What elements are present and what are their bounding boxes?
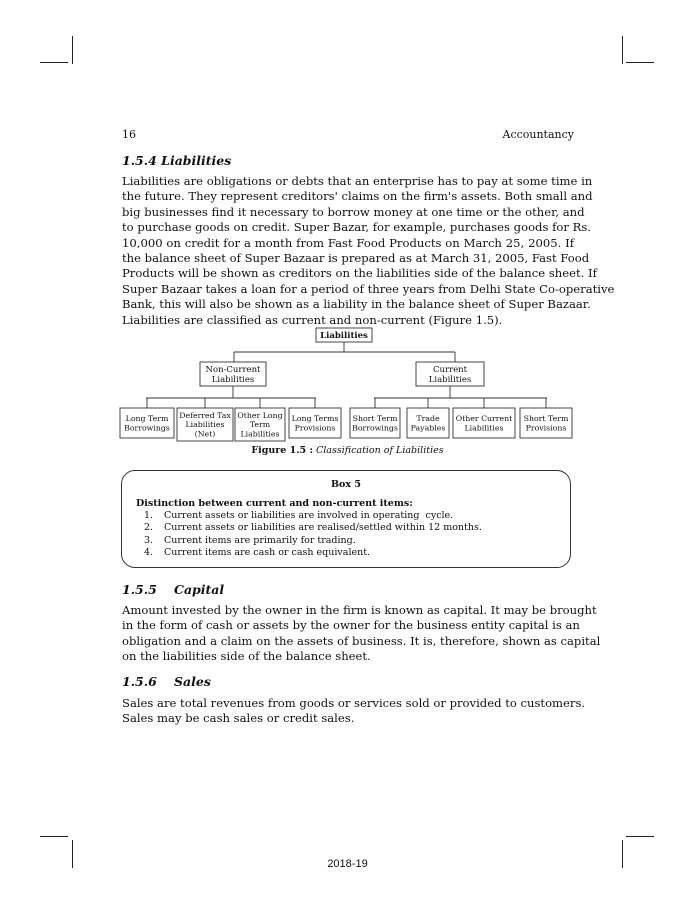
diagram-label: Short Term (523, 414, 569, 424)
diagram-label: Liabilities (320, 330, 368, 341)
section-title: Liabilities (161, 153, 232, 168)
text-line: Amount invested by the owner in the firm is known as capital. It may be brought (122, 603, 597, 617)
text-line: Sales are total revenues from goods or services sold or provided to customers. (122, 696, 586, 710)
text-line: on the liabilities side of the balance sheet. (122, 649, 371, 664)
box-5 (121, 470, 571, 568)
section-number: 1.5.6 (122, 674, 157, 689)
text-line: 10,000 on credit for a month from Fast Food Products on March 25, 2005. If (122, 235, 574, 250)
box-list-item (136, 522, 482, 534)
text-line: to purchase goods on credit. Super Bazar, for example, purchases goods for Rs. (122, 220, 591, 235)
liabilities-paragraph (122, 174, 615, 328)
diagram-label: Borrowings (352, 423, 398, 433)
text-line: in the form of cash or assets by the owner for the business entity capital is an (122, 618, 580, 633)
item-number: 2. (144, 522, 154, 534)
text-line: Sales may be cash sales or credit sales. (122, 711, 355, 726)
text-line: big businesses find it necessary to borrow money at one time or the other, and (122, 204, 585, 219)
figure-caption (0, 445, 695, 456)
diagram-label: Other Long (237, 410, 283, 420)
diagram-label: Other Current (455, 414, 513, 424)
diagram-label: Provisions (525, 423, 567, 433)
box-list-item (136, 547, 482, 559)
item-number: 4. (144, 546, 154, 558)
text-line: the future. They represent creditors' claims on the firm's assets. Both small and (122, 189, 593, 204)
text-line: Bank, this will also be shown as a liability in the balance sheet of Super Bazaar. (122, 297, 591, 312)
text-line: obligation and a claim on the assets of business. It is, therefore, shown as capital (122, 633, 601, 648)
diagram-label: Payables (410, 423, 446, 433)
running-header: Accountancy (502, 128, 574, 141)
diagram-label: Liabilities (428, 374, 472, 385)
diagram-label: Liabilities (211, 374, 255, 385)
figure-label: Figure 1.5 : (251, 445, 313, 456)
sales-paragraph (122, 696, 586, 727)
text-line: Super Bazaar takes a loan for a period of three years from Delhi State Co-operative (122, 281, 615, 296)
item-number: 3. (144, 534, 154, 546)
diagram-label: Liabilities (464, 423, 504, 433)
box-list-item (136, 535, 482, 547)
crop-mark (626, 836, 654, 837)
diagram-label: Liabilities (185, 420, 225, 430)
section-title: Capital (174, 582, 225, 597)
figure-title: Classification of Liabilities (316, 445, 444, 456)
liabilities-classification-diagram (110, 322, 580, 447)
section-number: 1.5.5 (122, 582, 157, 597)
crop-mark (626, 62, 654, 63)
diagram-label: (Net) (194, 429, 216, 439)
box-title: Box 5 (331, 479, 361, 490)
box-subtitle: Distinction between current and non-current items: (136, 498, 413, 509)
crop-mark (40, 62, 68, 63)
item-text: Current assets or liabilities are realised/settled within 12 months. (164, 522, 482, 534)
page-number: 16 (122, 128, 136, 141)
diagram-label: Liabilities (240, 429, 280, 439)
item-text: Current items are primarily for trading. (164, 534, 356, 546)
crop-mark (72, 36, 73, 64)
box-list (136, 510, 482, 559)
diagram-label: Borrowings (124, 423, 170, 433)
section-heading-sales (122, 674, 211, 689)
diagram-label: Trade (416, 414, 440, 424)
footer-year: 2018-19 (327, 858, 368, 870)
crop-mark (40, 836, 68, 837)
diagram-label: Current (432, 364, 468, 375)
diagram-label: Provisions (294, 423, 336, 433)
diagram-label: Term (249, 420, 271, 430)
crop-mark (622, 36, 623, 64)
section-title: Sales (174, 674, 211, 689)
item-text: Current assets or liabilities are involved in operating cycle. (164, 510, 454, 521)
text-line: Liabilities are obligations or debts that an enterprise has to pay at some time in (122, 174, 593, 188)
capital-paragraph (122, 603, 601, 665)
diagram-label: Non-Current (205, 364, 261, 375)
text-line: the balance sheet of Super Bazaar is prepared as at March 31, 2005, Fast Food (122, 251, 590, 266)
box-list-item (136, 510, 482, 522)
diagram-label: Short Term (352, 414, 398, 424)
item-text: Current items are cash or cash equivalent. (164, 546, 371, 558)
section-heading-liabilities (122, 153, 231, 168)
diagram-label: Long Terms (291, 414, 339, 424)
item-number: 1. (144, 510, 154, 521)
text-line: Liabilities are classified as current and non-current (Figure 1.5). (122, 312, 503, 327)
diagram-label: Long Term (125, 414, 169, 424)
text-line: Products will be shown as creditors on the liabilities side of the balance sheet. If (122, 266, 597, 281)
section-number: 1.5.4 (122, 153, 157, 168)
section-heading-capital (122, 582, 224, 597)
diagram-label: Deferred Tax (179, 410, 231, 420)
